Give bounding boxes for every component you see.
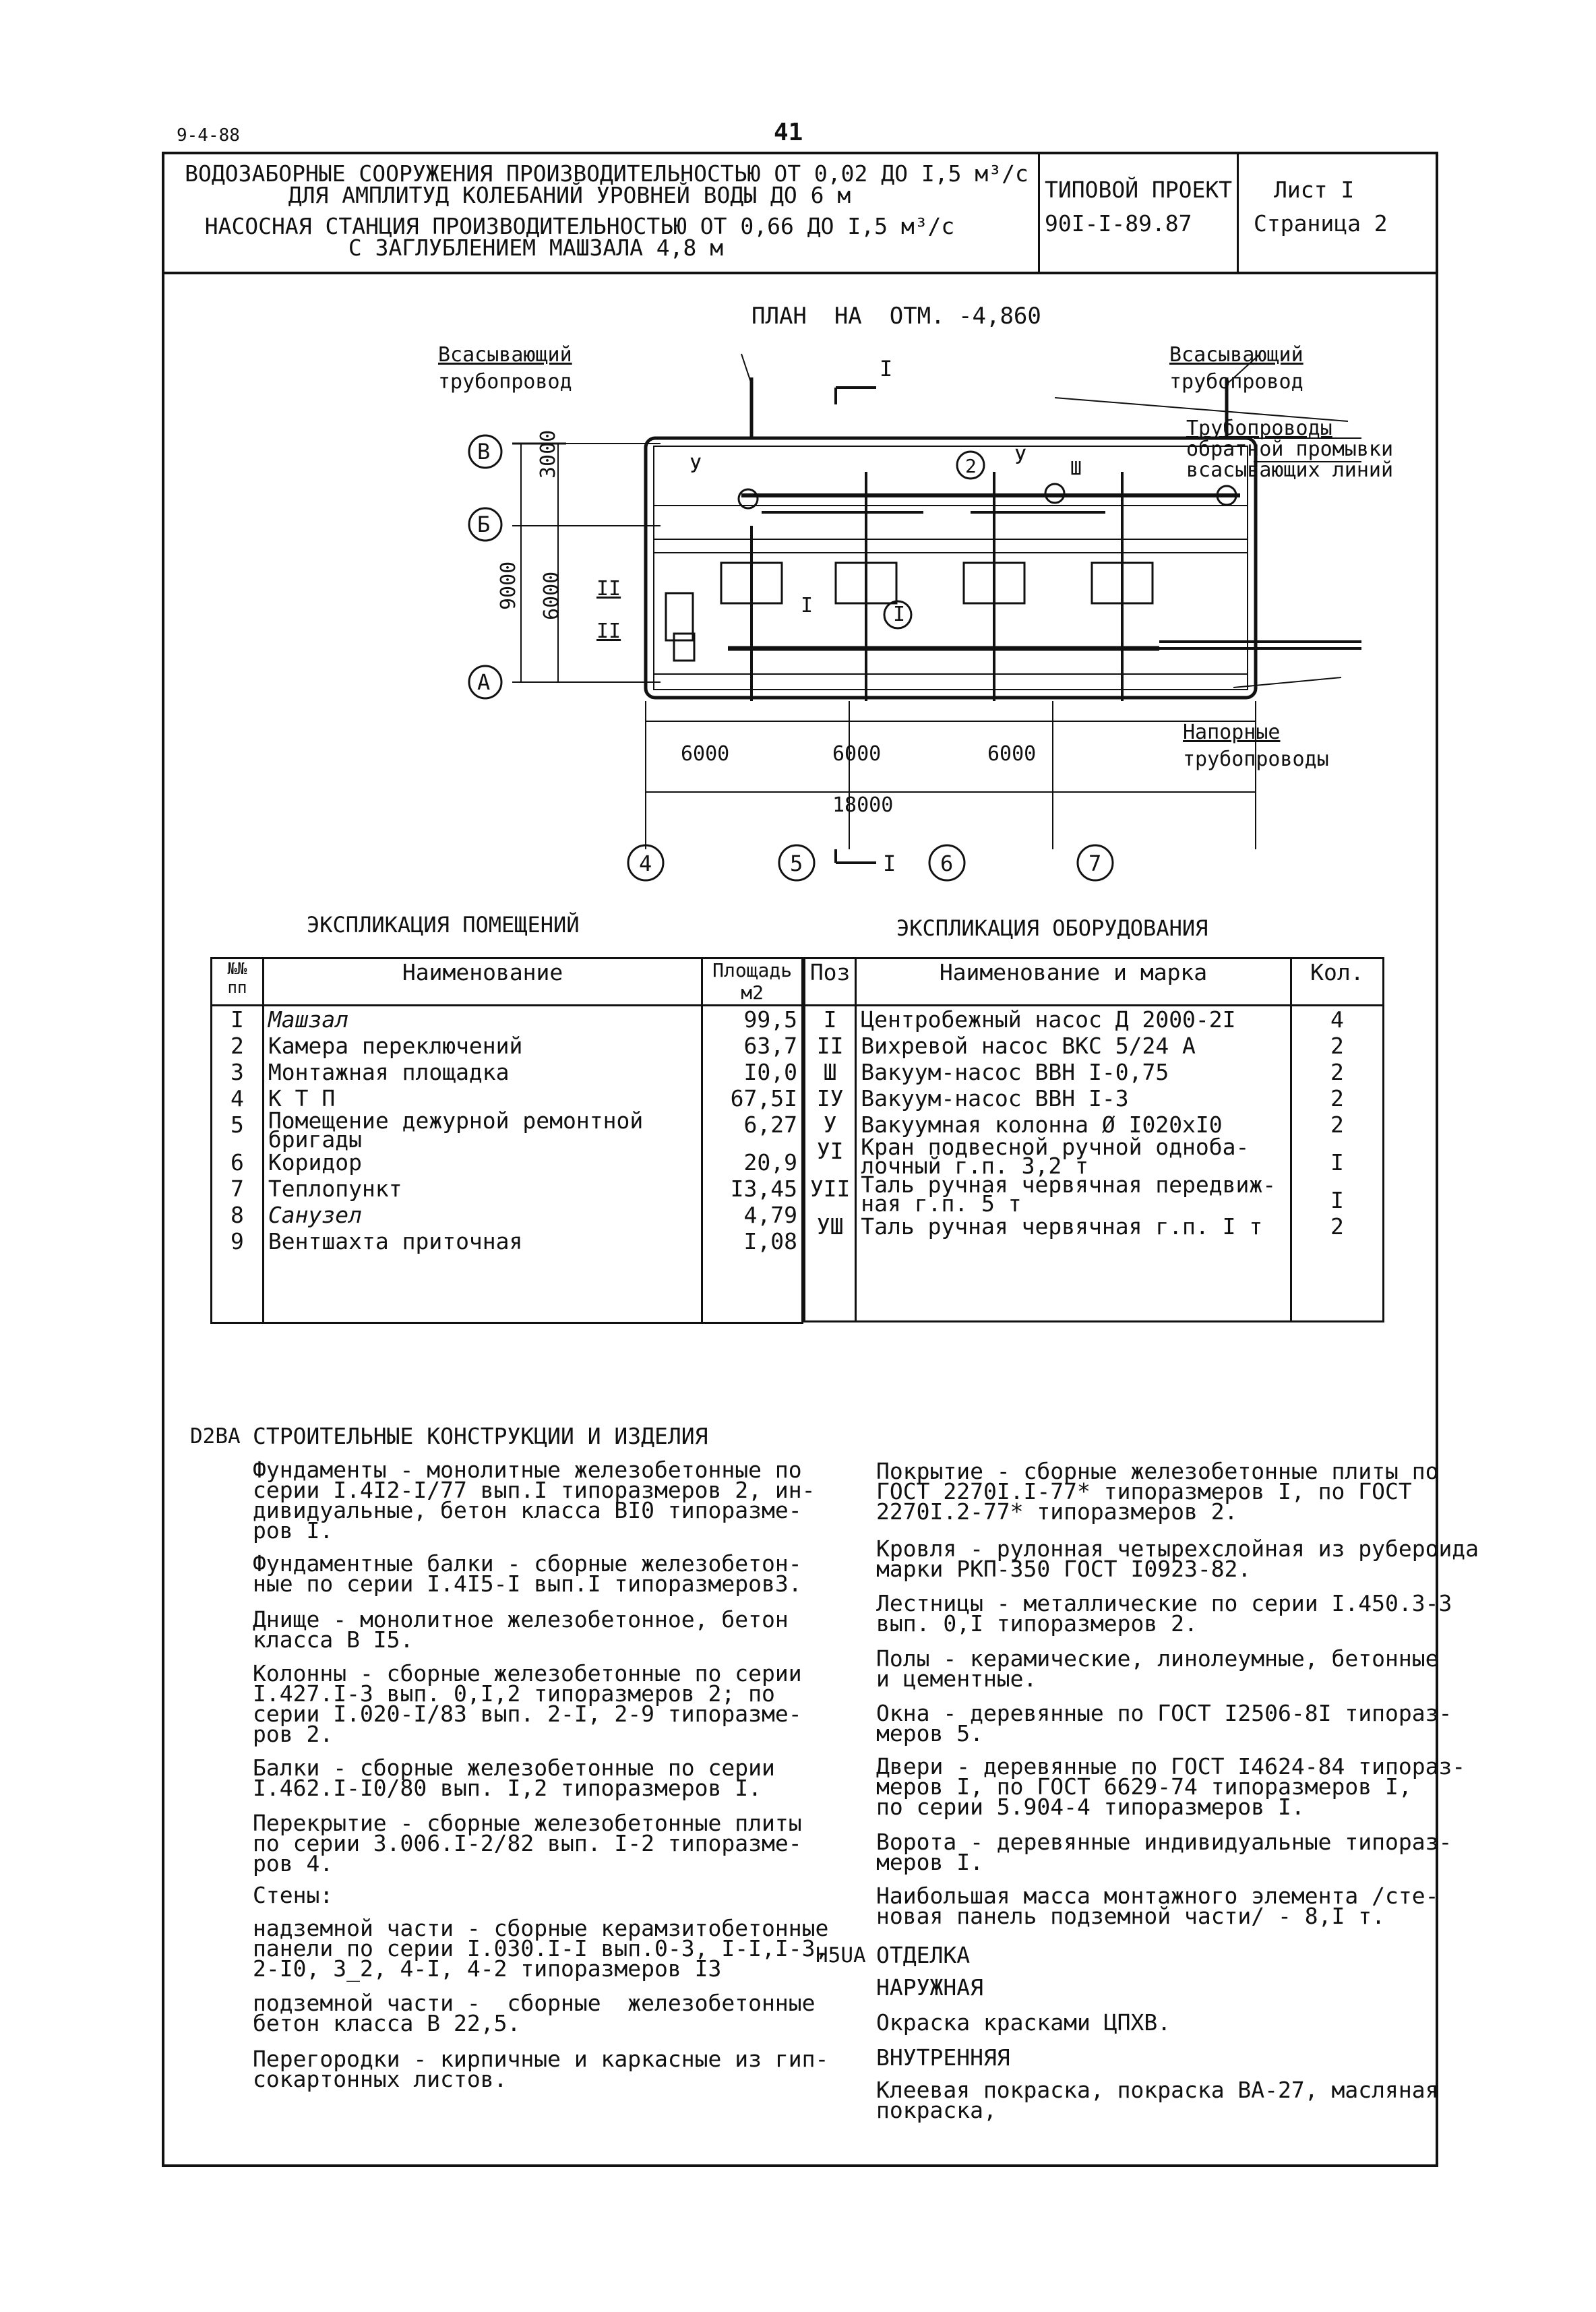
label-backwash-1: Трубопроводы bbox=[1186, 417, 1332, 440]
label-pressure-2: трубопроводы bbox=[1183, 748, 1329, 771]
right-para-2: Кровля - рулонная четырехслойная из рубероидa марки РКП-350 ГОСТ I0923-82. bbox=[876, 1535, 1479, 1582]
plan-title: ПЛАН НА ОТМ. -4,860 bbox=[751, 303, 1041, 330]
room-num: 6 bbox=[212, 1149, 264, 1176]
equip-pos: II bbox=[805, 1033, 856, 1059]
room-area: 4,79 bbox=[702, 1202, 803, 1228]
equip-qty: 2 bbox=[1291, 1059, 1383, 1085]
right-para-4: Полы - керамические, линолеумные, бетонные и цементные. bbox=[876, 1645, 1439, 1692]
finishing-outer-label: НАРУЖНАЯ bbox=[876, 1974, 983, 2001]
label-suction-left-2: трубопровод bbox=[438, 370, 572, 394]
project-number: 90I-I-89.87 bbox=[1045, 210, 1192, 237]
dim-total: 18000 bbox=[832, 793, 894, 817]
table-row bbox=[212, 1059, 803, 1085]
left-para-6: Перекрытие - сборные железобетонные плиты по серии 3.006.I-2/82 вып. I-2 типоразме- ров 4. bbox=[253, 1810, 802, 1877]
row-axis-b: Б bbox=[477, 512, 491, 537]
right-para-1: Покрытие - сборные железобетонные плиты по ГОСТ 2270I.I-77* типоразмеров I, по ГОСТ 2270I.2-77* типоразмеров 2. bbox=[876, 1458, 1439, 1525]
equip-mark-u-2: У bbox=[1014, 446, 1027, 469]
table-row bbox=[805, 1006, 1384, 1033]
room-area: 67,5I bbox=[702, 1085, 803, 1112]
equip-pos: У bbox=[805, 1112, 856, 1138]
room-area: I0,0 bbox=[702, 1059, 803, 1085]
room-num: I bbox=[212, 1006, 264, 1033]
label-backwash-2: обратной промывки bbox=[1186, 437, 1394, 461]
project-label: ТИПОВОЙ ПРОЕКТ bbox=[1045, 177, 1233, 203]
equip-qty: 2 bbox=[1291, 1213, 1383, 1321]
equip-mark-i-1: I bbox=[801, 594, 814, 617]
col-axis-4: 4 bbox=[639, 851, 652, 876]
equip-name: Вакуум-насос ВВН I-0,75 bbox=[856, 1059, 1291, 1085]
right-para-7: Ворота - деревянные индивидуальные типораз- меров I. bbox=[876, 1829, 1452, 1875]
right-para-6: Двери - деревянные по ГОСТ I4624-84 типораз- меров I, по ГОСТ 6629-74 типоразмеров I, по серии 5.904-4 типоразмеров I. bbox=[876, 1753, 1466, 1820]
rooms-table bbox=[210, 957, 803, 1324]
equip-mark-i-2: I bbox=[893, 603, 906, 626]
room-name: Коридор bbox=[263, 1149, 702, 1176]
equip-header-pos: Поз bbox=[805, 959, 856, 1006]
label-suction-left-1: Всасывающий bbox=[438, 343, 572, 367]
room-name: Санузел bbox=[263, 1202, 702, 1228]
page-label: Страница 2 bbox=[1254, 210, 1388, 237]
room-name: Камера переключений bbox=[263, 1033, 702, 1059]
room-num: 5 bbox=[212, 1112, 264, 1149]
equip-qty: 2 bbox=[1291, 1085, 1383, 1112]
equip-pos: I bbox=[805, 1006, 856, 1033]
rooms-header-num: №№ пп bbox=[212, 959, 264, 1006]
label-suction-right-1: Всасывающий bbox=[1169, 343, 1303, 367]
equip-name: Кран подвесной ручной однoба- лочный г.п. 3,2 т bbox=[856, 1138, 1291, 1176]
room-name: Помещение дежурной ремонтной бригады bbox=[263, 1112, 702, 1149]
header-title-3: НАСОСНАЯ СТАНЦИЯ ПРОИЗВОДИТЕЛЬНОСТЬЮ ОТ 0,66 ДО I,5 м³/с bbox=[204, 213, 955, 239]
room-area: 63,7 bbox=[702, 1033, 803, 1059]
equip-pos: УI bbox=[805, 1138, 856, 1176]
equip-name: Таль ручная червячная г.п. I т bbox=[856, 1213, 1291, 1321]
table-row bbox=[805, 1138, 1384, 1176]
equip-qty: 2 bbox=[1291, 1033, 1383, 1059]
room-name: Теплопункт bbox=[263, 1176, 702, 1202]
table-row bbox=[212, 1033, 803, 1059]
table-row bbox=[212, 1149, 803, 1176]
left-para-9: подземной части - сборные железобетонные бетон класса В 22,5. bbox=[253, 1990, 816, 2036]
dim-bottom-1: 6000 bbox=[681, 742, 730, 766]
room-name: Машзал bbox=[263, 1006, 702, 1033]
equip-header-qty: Кол. bbox=[1291, 959, 1383, 1006]
label-backwash-3: всасывающих линий bbox=[1186, 458, 1394, 482]
room-area: I3,45 bbox=[702, 1176, 803, 1202]
table-row bbox=[212, 1006, 803, 1033]
equip-name: Вакуумная колонна Ø I020хI0 bbox=[856, 1112, 1291, 1138]
row-axis-a: А bbox=[477, 669, 491, 695]
room-num: 9 bbox=[212, 1228, 264, 1322]
equip-mark-2: 2 bbox=[965, 455, 977, 477]
room-area: I,08 bbox=[702, 1228, 803, 1322]
header-title-2: ДЛЯ АМПЛИТУД КОЛЕБАНИЙ УРОВНЕЙ ВОДЫ ДО 6 м bbox=[288, 182, 851, 208]
room-num: 7 bbox=[212, 1176, 264, 1202]
table-row bbox=[805, 1059, 1384, 1085]
table-row bbox=[805, 1085, 1384, 1112]
finishing-code: H5UA bbox=[816, 1943, 866, 1968]
section-mark-top: I bbox=[880, 356, 893, 382]
left-para-8: надземной части - сборные керамзитобетонные панели по серии I.030.I-I вып.0-3, I-I,I-3, 2-I0, 3_2, 4-I, 4-2 типоразмеров I3 bbox=[253, 1915, 829, 1982]
page-number: 41 bbox=[774, 119, 803, 146]
table-row bbox=[805, 1213, 1384, 1321]
equip-mark-sh: Ш bbox=[1070, 457, 1082, 479]
header-title-4: С ЗАГЛУБЛЕНИЕМ МАШЗАЛА 4,8 м bbox=[348, 235, 724, 261]
right-para-3: Лестницы - металлические по серии I.450.3-3 вып. 0,I типоразмеров 2. bbox=[876, 1590, 1452, 1637]
right-para-8: Наибольшая масса монтажного элемента /сте- новая панель подземной части/ - 8,I т. bbox=[876, 1883, 1439, 1929]
equipment-table bbox=[803, 957, 1384, 1322]
table-row bbox=[212, 1228, 803, 1322]
room-area: 20,9 bbox=[702, 1149, 803, 1176]
equip-qty: I bbox=[1291, 1176, 1383, 1213]
left-para-7: Стены: bbox=[253, 1882, 334, 1908]
table-row bbox=[212, 1176, 803, 1202]
sheet-label: Лист I bbox=[1274, 177, 1355, 203]
room-name: Вентшахта приточная bbox=[263, 1228, 702, 1322]
dim-bottom-3: 6000 bbox=[987, 742, 1037, 766]
left-para-2: Фундаментные балки - сборные железобетон- ные по серии I.4I5-I вып.I типоразмеров3. bbox=[253, 1550, 802, 1597]
col-axis-6: 6 bbox=[940, 851, 954, 876]
room-num: 8 bbox=[212, 1202, 264, 1228]
room-num: 4 bbox=[212, 1085, 264, 1112]
table-row bbox=[212, 1112, 803, 1149]
room-num: 3 bbox=[212, 1059, 264, 1085]
equip-name: Центробежный насос Д 2000-2I bbox=[856, 1006, 1291, 1033]
equip-name: Вакуум-насос ВВН I-3 bbox=[856, 1085, 1291, 1112]
equipment-caption: ЭКСПЛИКАЦИЯ ОБОРУДОВАНИЯ bbox=[896, 915, 1208, 941]
equip-mark-u-1: У bbox=[689, 454, 702, 478]
finishing-inner-label: ВНУТРЕННЯЯ bbox=[876, 2044, 1010, 2071]
equip-qty: I bbox=[1291, 1138, 1383, 1176]
room-area: 99,5 bbox=[702, 1006, 803, 1033]
rooms-caption: ЭКСПЛИКАЦИЯ ПОМЕЩЕНИЙ bbox=[307, 912, 580, 938]
floor-plan bbox=[162, 324, 1438, 903]
constructions-heading: СТРОИТЕЛЬНЫЕ КОНСТРУКЦИИ И ИЗДЕЛИЯ bbox=[253, 1423, 708, 1449]
equip-qty: 4 bbox=[1291, 1006, 1383, 1033]
table-row bbox=[212, 1202, 803, 1228]
equip-mark-ii-1: II bbox=[596, 577, 621, 601]
room-num: 2 bbox=[212, 1033, 264, 1059]
equip-name: Вихревой насос ВКС 5/24 А bbox=[856, 1033, 1291, 1059]
equip-header-name: Наименование и марка bbox=[856, 959, 1291, 1006]
title-block bbox=[162, 152, 1438, 274]
constructions-code: D2BA bbox=[190, 1424, 241, 1449]
col-axis-5: 5 bbox=[790, 851, 803, 876]
page-code: 9-4-88 bbox=[177, 125, 240, 146]
left-para-1: Фундаменты - монолитные железобетонные по серии I.4I2-I/77 вып.I типоразмеров 2, ин- дивидуальные, бетон класса BI0 типоразме- ров I. bbox=[253, 1457, 816, 1544]
finishing-inner-text: Клеевая покраска, покраска ВА-27, масляная покраска, bbox=[876, 2077, 1439, 2123]
room-area: 6,27 bbox=[702, 1112, 803, 1149]
left-para-4: Колонны - сборные железобетонные по серии I.427.I-3 вып. 0,I,2 типоразмеров 2; по серии I.020-I/83 вып. 2-I, 2-9 типоразме- ров 2. bbox=[253, 1660, 802, 1747]
left-para-10: Перегородки - кирпичные и каркасные из гип- сокартонных листов. bbox=[253, 2046, 829, 2092]
rooms-header-area: Площадь м2 bbox=[702, 959, 803, 1006]
left-para-3: Днище - монолитное железобетонное, бетон класса В I5. bbox=[253, 1606, 789, 1653]
dim-3000: 3000 bbox=[536, 429, 560, 479]
equip-pos: Ш bbox=[805, 1059, 856, 1085]
col-axis-7: 7 bbox=[1088, 851, 1102, 876]
left-para-5: Балки - сборные железобетонные по серии I.462.I-I0/80 вып. I,2 типоразмеров I. bbox=[253, 1755, 775, 1801]
header-title-1: ВОДОЗАБОРНЫЕ СООРУЖЕНИЯ ПРОИЗВОДИТЕЛЬНОСТЬЮ ОТ 0,02 ДО I,5 м³/с bbox=[185, 160, 1029, 187]
right-para-5: Окна - деревянные по ГОСТ I2506-8I типораз- меров 5. bbox=[876, 1700, 1452, 1746]
dim-6000-vertical: 6000 bbox=[540, 571, 563, 620]
equip-mark-ii-2: II bbox=[596, 619, 621, 643]
equip-name: Таль ручная червячная передвиж- ная г.п. 5 т bbox=[856, 1176, 1291, 1213]
equip-pos: IУ bbox=[805, 1085, 856, 1112]
room-name: К Т П bbox=[263, 1085, 702, 1112]
label-pressure-1: Напорные bbox=[1183, 721, 1281, 744]
equip-qty: 2 bbox=[1291, 1112, 1383, 1138]
rooms-header-name: Наименование bbox=[263, 959, 702, 1006]
row-axis-v: В bbox=[477, 439, 491, 464]
table-row bbox=[805, 1033, 1384, 1059]
section-mark-bottom: I bbox=[883, 851, 896, 876]
table-row bbox=[805, 1176, 1384, 1213]
label-suction-right-2: трубопровод bbox=[1169, 370, 1303, 394]
dim-9000: 9000 bbox=[497, 561, 520, 610]
equip-pos: УII bbox=[805, 1176, 856, 1213]
equip-pos: УШ bbox=[805, 1213, 856, 1321]
dim-bottom-2: 6000 bbox=[832, 742, 882, 766]
finishing-outer-text: Окраска красками ЦПХВ. bbox=[876, 2009, 1171, 2036]
finishing-heading: ОТДЕЛКА bbox=[876, 1942, 971, 1968]
room-name: Монтажная площадка bbox=[263, 1059, 702, 1085]
